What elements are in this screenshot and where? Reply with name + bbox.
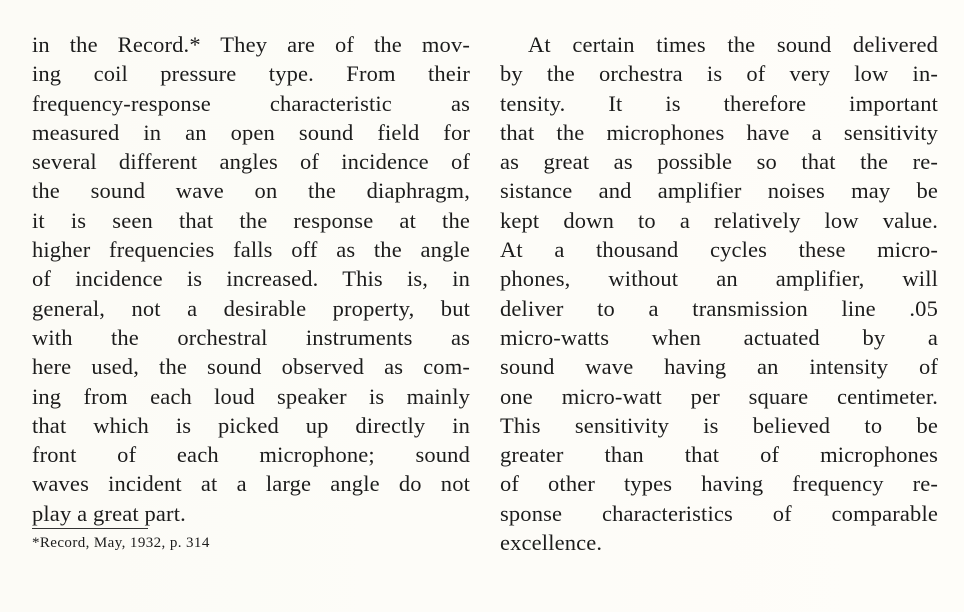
text-line: sistance and amplifier noises may be — [500, 178, 938, 204]
text-line: kept down to a relatively low value. — [500, 207, 938, 233]
text-line: At a thousand cycles these micro- — [500, 237, 938, 263]
right-text-column — [500, 30, 938, 557]
text-line: several different angles of incidence of — [32, 149, 470, 175]
left-text-column — [32, 30, 470, 553]
text-line: phones, without an amplifier, will — [500, 266, 938, 292]
text-line: with the orchestral instruments as — [32, 324, 470, 350]
text-line: micro-watts when actuated by a — [500, 324, 938, 350]
text-line: it is seen that the response at the — [32, 207, 470, 233]
text-line: that which is picked up directly in — [32, 412, 470, 438]
text-line: in the Record.* They are of the mov- — [32, 32, 470, 57]
footnote: *Record, May, 1932, p. 314 — [32, 535, 210, 552]
text-line: that the microphones have a sensitivity — [500, 119, 938, 145]
text-line: ing coil pressure type. From their — [32, 61, 470, 87]
text-line: At certain times the sound delivered — [528, 32, 938, 57]
text-line: front of each microphone; sound — [32, 442, 470, 468]
text-line: waves incident at a large angle do not — [32, 471, 470, 497]
text-line: ing from each loud speaker is mainly — [32, 383, 470, 409]
text-line: play a great part. — [32, 500, 186, 526]
footnote-divider — [32, 528, 148, 529]
text-line: excellence. — [500, 530, 603, 556]
text-line: of other types having frequency re- — [500, 471, 938, 497]
text-line: frequency-response characteristic as — [32, 90, 470, 116]
text-line: tensity. It is therefore important — [500, 90, 938, 116]
text-line: higher frequencies falls off as the angle — [32, 237, 470, 263]
text-line: as great as possible so that the re- — [500, 149, 938, 175]
text-line: This sensitivity is believed to be — [500, 412, 938, 438]
text-line: measured in an open sound field for — [32, 119, 470, 145]
text-line: of incidence is increased. This is, in — [32, 266, 470, 292]
text-line: deliver to a transmission line .05 — [500, 295, 938, 321]
text-line: by the orchestra is of very low in- — [500, 61, 938, 87]
text-line: general, not a desirable property, but — [32, 295, 470, 321]
text-line: greater than that of microphones — [500, 442, 938, 468]
text-line: the sound wave on the diaphragm, — [32, 178, 470, 204]
text-line: here used, the sound observed as com- — [32, 354, 470, 380]
text-line: sponse characteristics of comparable — [500, 500, 938, 526]
text-line: one micro-watt per square centimeter. — [500, 383, 938, 409]
text-line: sound wave having an intensity of — [500, 354, 938, 380]
